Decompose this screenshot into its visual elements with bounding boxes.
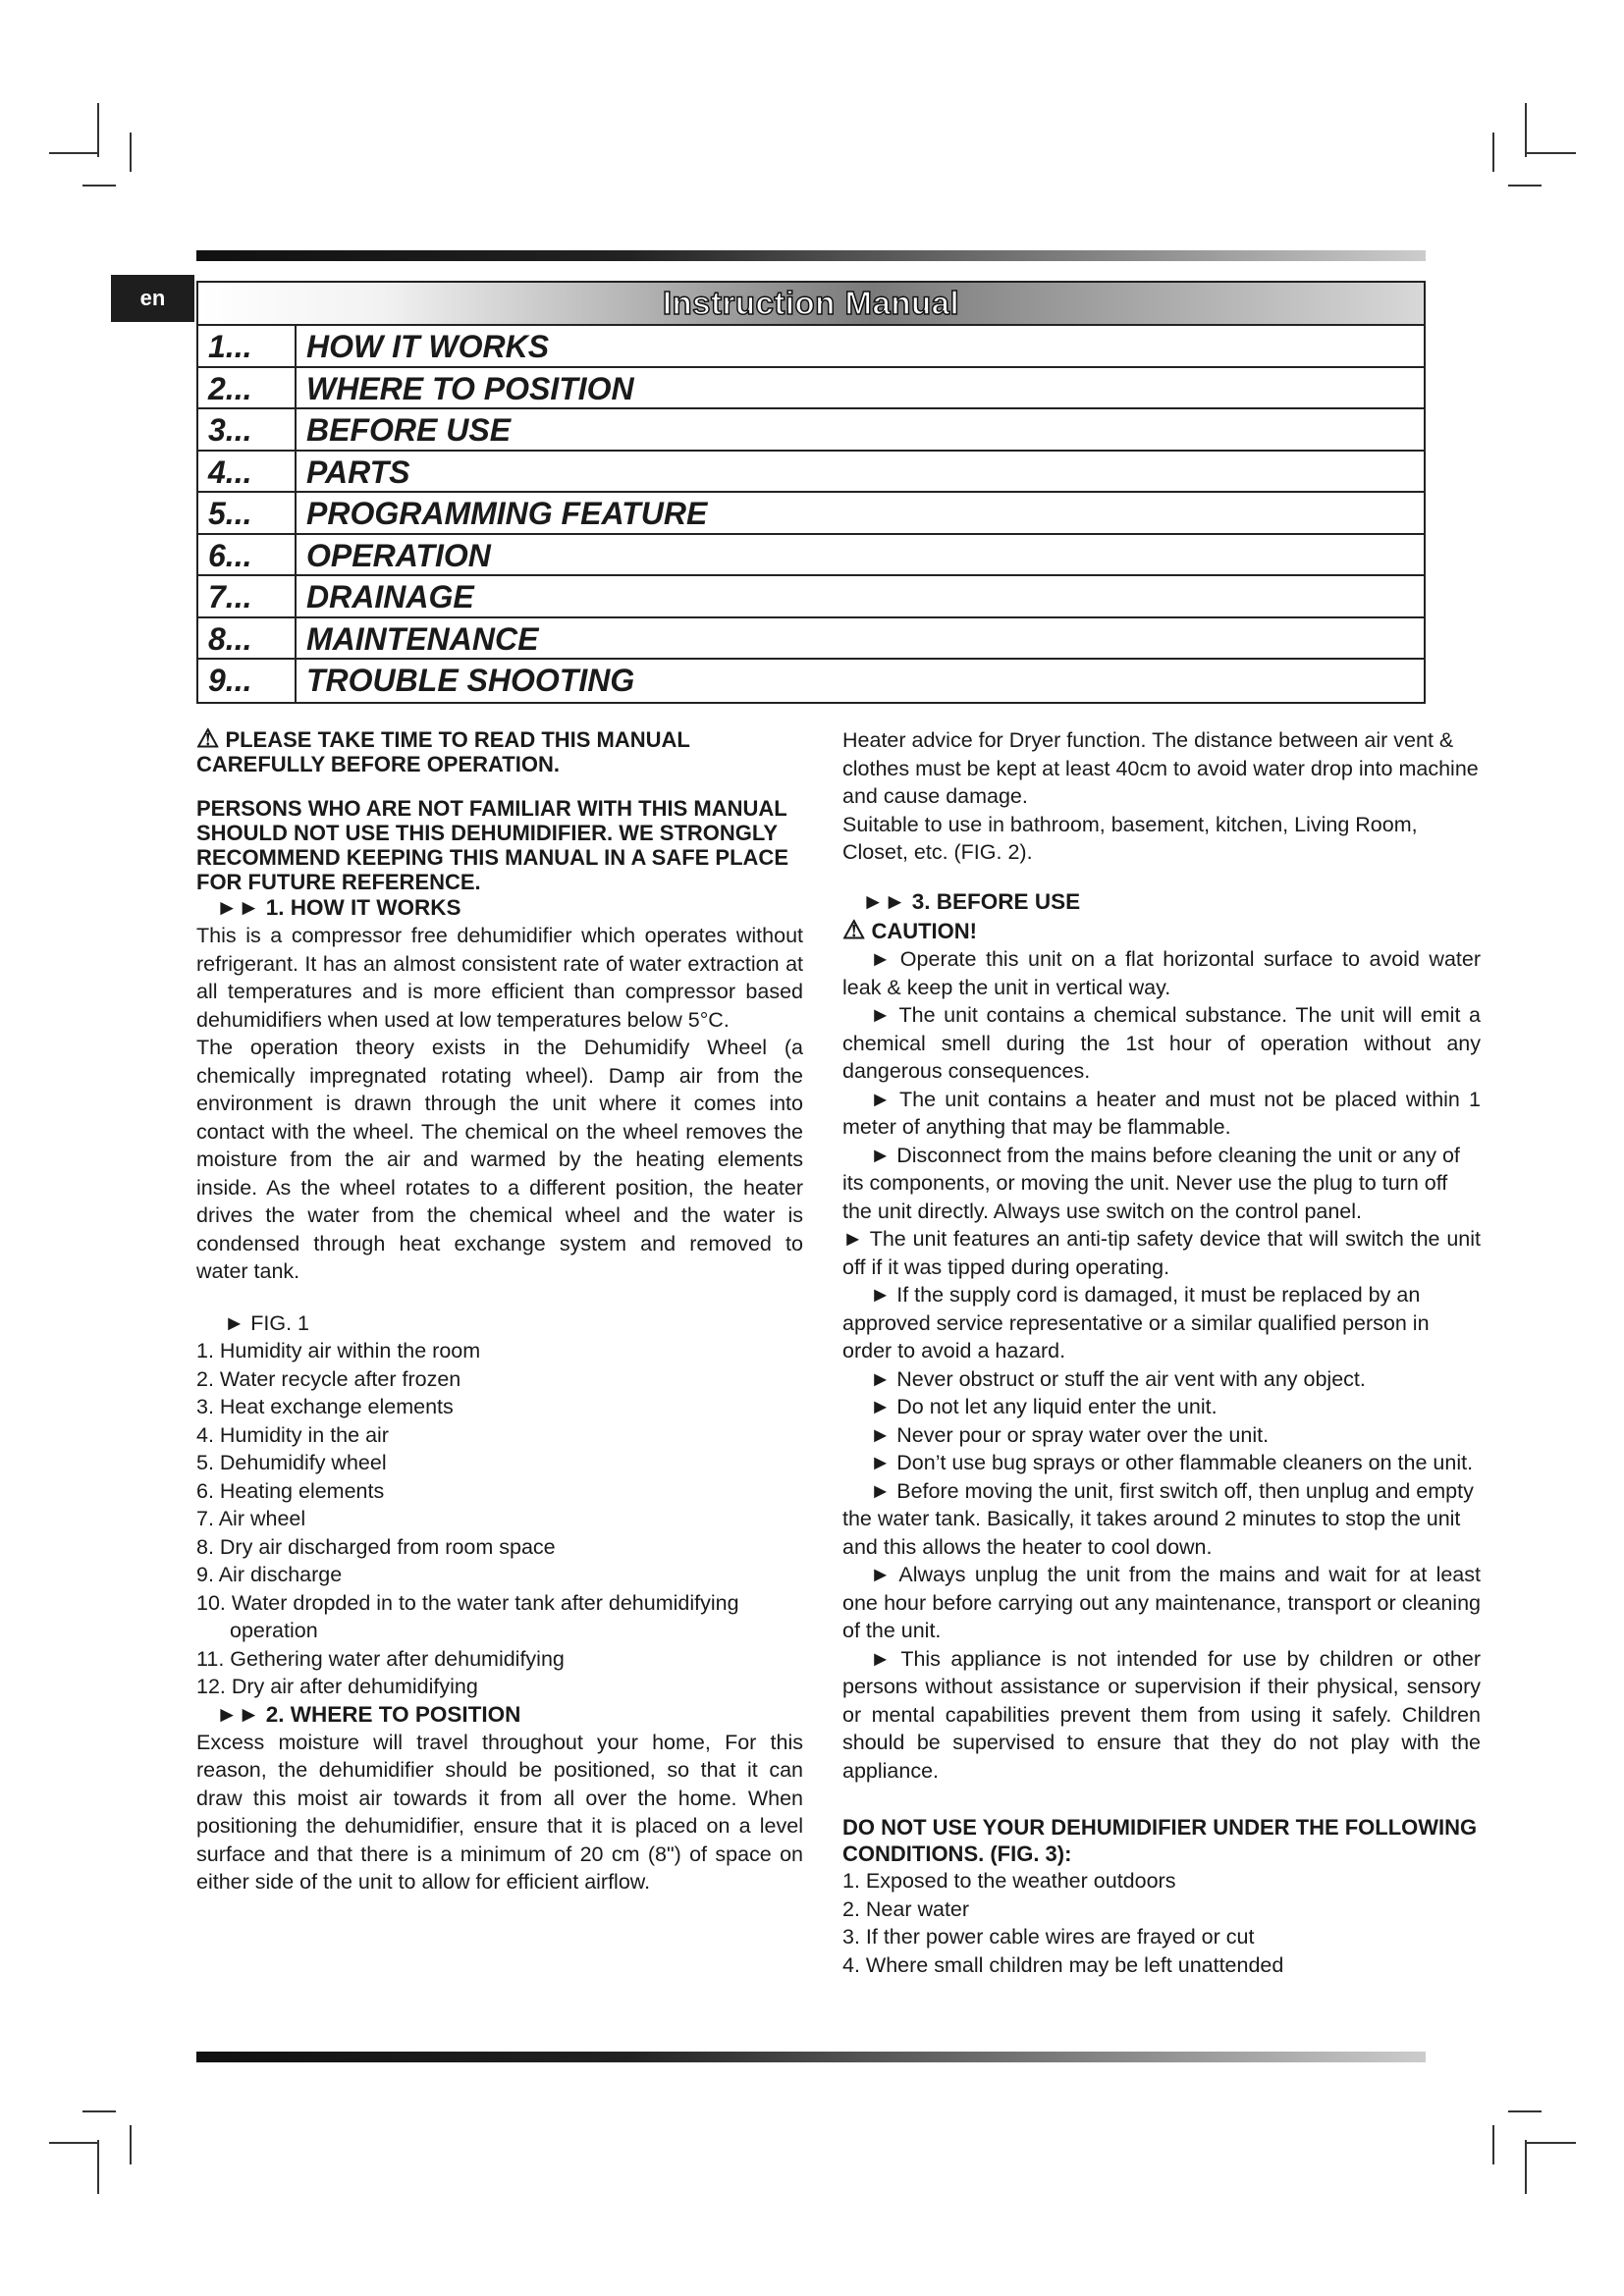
warning-read-manual [196,723,803,776]
list-item: 1. Humidity air within the room [196,1339,481,1362]
list-item: 1. Exposed to the weather outdoors [842,1869,1176,1893]
toc-header [198,283,1424,326]
right-column [842,726,1481,1979]
caution-text: CAUTION! [871,918,977,943]
toc-number: 9... [198,660,297,702]
list-item: 8. Dry air discharged from room space [196,1534,556,1559]
toc-row [198,660,1424,702]
caution-heading [842,916,1481,946]
list-item: 12. Dry air after dehumidifying [196,1675,478,1698]
warning-icon: ⚠ [842,914,866,944]
toc-row [198,618,1424,661]
paragraph: This is a compressor free dehumidifier which operates without refrigerant. It has an almost consistent rate of water extraction at all temperatures and is more efficient than compressor based dehumidifiers when used at low temperatures below 5°C. [196,924,803,1032]
fig-label: ► FIG. 1 [224,1310,309,1335]
bullet-item: ► Operate this unit on a flat horizontal surface to avoid water leak & keep the unit in vertical way. [842,947,1481,999]
toc-number: 8... [198,618,297,659]
toc-number: 2... [198,368,297,408]
bullet-item: ► Disconnect from the mains before cleaning the unit or any of its components, or moving the unit. Never use the plug to turn off the unit directly. Always use switch on the control panel. [842,1143,1460,1223]
crop-mark [130,133,132,172]
toc-number: 6... [198,535,297,575]
crop-mark [1525,2140,1527,2194]
list-item: 4. Where small children may be left unattended [842,1952,1284,1977]
bullet-item: ► If the supply cord is damaged, it must be replaced by an approved service representative or a similar qualified person in order to avoid a hazard. [842,1283,1430,1362]
bullet-item: ► The unit features an anti-tip safety device that will switch the unit off if it was tipped during operating. [842,1227,1481,1279]
table-of-contents [196,281,1426,704]
warning-familiar: PERSONS WHO ARE NOT FAMILIAR WITH THIS MANUAL SHOULD NOT USE THIS DEHUMIDIFIER. WE STRONGLY RECOMMEND KEEPING THIS MANUAL IN A SAFE PLACE FOR FUTURE REFERENCE. [196,796,788,894]
toc-row [198,452,1424,494]
do-not-use-heading: DO NOT USE YOUR DEHUMIDIFIER UNDER THE FOLLOWING CONDITIONS. (FIG. 3): [842,1815,1478,1866]
crop-mark [97,2140,99,2194]
toc-label: DRAINAGE [306,579,474,614]
toc-row [198,368,1424,410]
list-item: 6. Heating elements [196,1478,385,1503]
paragraph: Suitable to use in bathroom, basement, kitchen, Living Room, Closet, etc. (FIG. 2). [842,812,1418,864]
toc-label: HOW IT WORKS [306,329,550,364]
toc-number: 1... [198,326,297,366]
toc-row [198,535,1424,577]
list-item: 3. If ther power cable wires are frayed or cut [842,1925,1255,1949]
crop-mark [1508,2110,1542,2112]
toc-label: WHERE TO POSITION [306,370,634,406]
bullet-item: ► The unit contains a chemical substance. The unit will emit a chemical smell during the 1st hour of operation without any dangerous consequences. [842,1003,1481,1083]
toc-row [198,576,1424,618]
toc-label: PROGRAMMING FEATURE [306,496,708,531]
list-item: 2. Water recycle after frozen [196,1366,461,1391]
warning-text: PLEASE TAKE TIME TO READ THIS MANUAL CAREFULLY BEFORE OPERATION. [196,727,690,776]
bullet-item: ► Never obstruct or stuff the air vent with any object. [870,1366,1366,1391]
bullet-item: ► Don’t use bug sprays or other flammable cleaners on the unit. [870,1451,1474,1474]
toc-title: Instruction Manual [662,285,960,321]
crop-mark [1492,133,1494,172]
toc-label: MAINTENANCE [306,620,539,657]
toc-label: BEFORE USE [306,412,512,448]
list-item: 9. Air discharge [196,1563,343,1586]
crop-mark [49,2142,98,2144]
section-heading-before-use: ►► 3. BEFORE USE [862,888,1081,914]
toc-number: 5... [198,493,297,533]
toc-label: PARTS [306,454,410,490]
toc-number: 7... [198,576,297,616]
paragraph: Heater advice for Dryer function. The distance between air vent & clothes must be kept at least 40cm to avoid water drop into machine and cause damage. [842,728,1479,808]
bullet-item: ► Do not let any liquid enter the unit. [870,1395,1218,1418]
toc-row [198,493,1424,535]
bullet-item: ► The unit contains a heater and must not be placed within 1 meter of anything that may be flammable. [842,1087,1481,1139]
top-rule [196,250,1426,261]
crop-mark [97,103,99,157]
bullet-item: ► This appliance is not intended for use by children or other persons without assistance or supervision if their physical, sensory or mental capabilities prevent them from using it safely. Children should be supervised to ensure that they do not play with the appliance. [842,1646,1481,1783]
toc-number: 4... [198,452,297,492]
bottom-rule [196,2052,1426,2062]
crop-mark [1527,152,1576,154]
bullet-item: ► Never pour or spray water over the unit. [870,1422,1270,1447]
list-item: 10. Water dropded in to the water tank after dehumidifying operation [196,1590,739,1642]
section-heading-how-it-works: ►► 1. HOW IT WORKS [216,895,461,920]
list-item: 7. Air wheel [196,1507,306,1530]
crop-mark [49,152,98,154]
toc-label: TROUBLE SHOOTING [306,663,635,698]
crop-mark [1525,103,1527,157]
toc-number: 3... [198,409,297,450]
list-item: 4. Humidity in the air [196,1422,389,1447]
crop-mark [82,185,116,187]
toc-row [198,409,1424,452]
list-item: 2. Near water [842,1896,970,1921]
warning-icon: ⚠ [196,723,220,753]
paragraph: The operation theory exists in the Dehumidify Wheel (a chemically impregnated rotating wheel). Damp air from the environment is drawn through the unit where it comes into contact with the wheel. The chemical on the wheel removes the moisture from the air and warmed by the heating elements inside. As the wheel rotates to a different position, the heater drives the water from the chemical wheel and the water is condensed through heat exchange system and removed to water tank. [196,1036,803,1283]
list-item: 3. Heat exchange elements [196,1395,454,1418]
list-item: 11. Gethering water after dehumidifying [196,1646,565,1671]
bullet-item: ► Before moving the unit, first switch off, then unplug and empty the water tank. Basically, it takes around 2 minutes to stop the unit and this allows the heater to cool down. [842,1478,1474,1559]
bullet-item: ► Always unplug the unit from the mains and wait for at least one hour before carrying out any maintenance, transport or cleaning of the unit. [842,1563,1481,1642]
crop-mark [1508,185,1542,187]
section-heading-where-to-position: ►► 2. WHERE TO POSITION [216,1701,521,1727]
language-tab: en [111,275,194,322]
toc-label: OPERATION [306,537,491,573]
crop-mark [1527,2142,1576,2144]
crop-mark [1492,2125,1494,2164]
list-item: 5. Dehumidify wheel [196,1451,387,1474]
toc-row [198,326,1424,368]
paragraph: Excess moisture will travel throughout your home, For this reason, the dehumidifier should be positioned, so that it can draw this moist air towards it from all over the home. When positioning the dehumidifier, ensure that it is placed on a level surface and that there is a minimum of 20 cm (8") of space on either side of the unit to allow for efficient airflow. [196,1730,803,1894]
left-column [196,723,803,1896]
crop-mark [130,2125,132,2164]
crop-mark [82,2110,116,2112]
